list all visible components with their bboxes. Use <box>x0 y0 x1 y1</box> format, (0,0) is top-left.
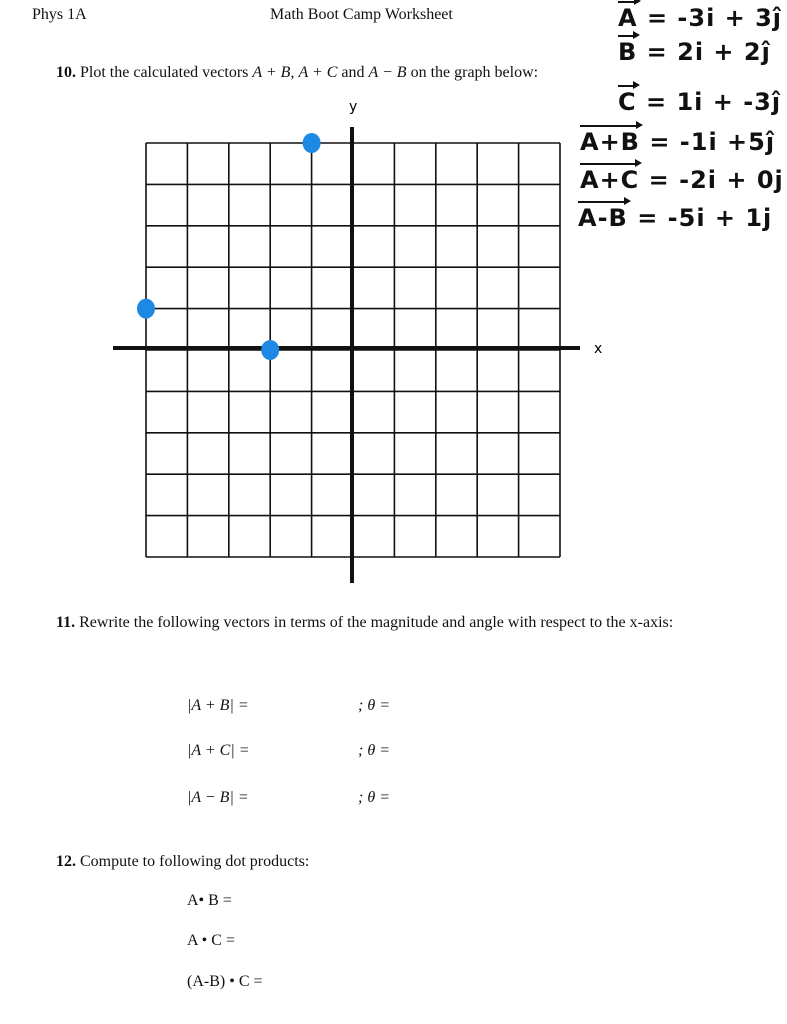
separator: , <box>290 64 295 81</box>
handwritten-line: A+B = -1i +5ĵ <box>580 128 776 156</box>
handwritten-line: A-B = -5i + 1j <box>578 204 773 232</box>
angle-row: ; θ = <box>358 789 390 806</box>
handwritten-line: B = 2i + 2ĵ <box>618 38 771 66</box>
magnitude-row: |A + B| = <box>187 697 249 714</box>
vector-expression: A + B <box>252 64 291 81</box>
question-10 <box>56 62 538 83</box>
question-text: Compute to following dot products: <box>80 853 310 870</box>
dot-product-item: A • C = <box>187 932 235 949</box>
magnitude-row: |A − B| = <box>187 789 249 806</box>
plotted-point-ac <box>261 340 279 360</box>
question-text: Rewrite the following vectors in terms of the magnitude and angle with respect to the x-axis: <box>79 614 674 631</box>
plotted-point-ab <box>137 299 155 319</box>
handwritten-line: A+C = -2i + 0j <box>580 166 784 194</box>
vector-expression: A + C <box>298 64 338 81</box>
question-11 <box>56 612 716 633</box>
vector-expression: A − B <box>368 64 407 81</box>
angle-row: ; θ = <box>358 742 390 759</box>
handwritten-line: A = -3i + 3ĵ <box>618 4 783 32</box>
course-label: Phys 1A <box>32 6 87 23</box>
conjunction: and <box>341 64 365 81</box>
question-number: 11. <box>56 614 76 631</box>
dot-product-item: (A-B) • C = <box>187 973 263 990</box>
dot-product-item: A• B = <box>187 892 232 909</box>
question-number: 12. <box>56 853 76 870</box>
coordinate-graph <box>100 95 610 590</box>
question-text: on the graph below: <box>410 64 539 81</box>
angle-row: ; θ = <box>358 697 390 714</box>
x-axis-label: x <box>594 341 603 357</box>
magnitude-row: |A + C| = <box>187 742 250 759</box>
worksheet-title: Math Boot Camp Worksheet <box>270 6 453 23</box>
y-axis-label: y <box>349 99 358 115</box>
handwritten-line: C = 1i + -3ĵ <box>618 88 782 116</box>
question-text: Plot the calculated vectors <box>80 64 249 81</box>
question-12 <box>56 851 309 872</box>
plotted-point-ab <box>303 133 321 153</box>
question-number: 10. <box>56 64 76 81</box>
handwritten-notes <box>578 4 784 242</box>
